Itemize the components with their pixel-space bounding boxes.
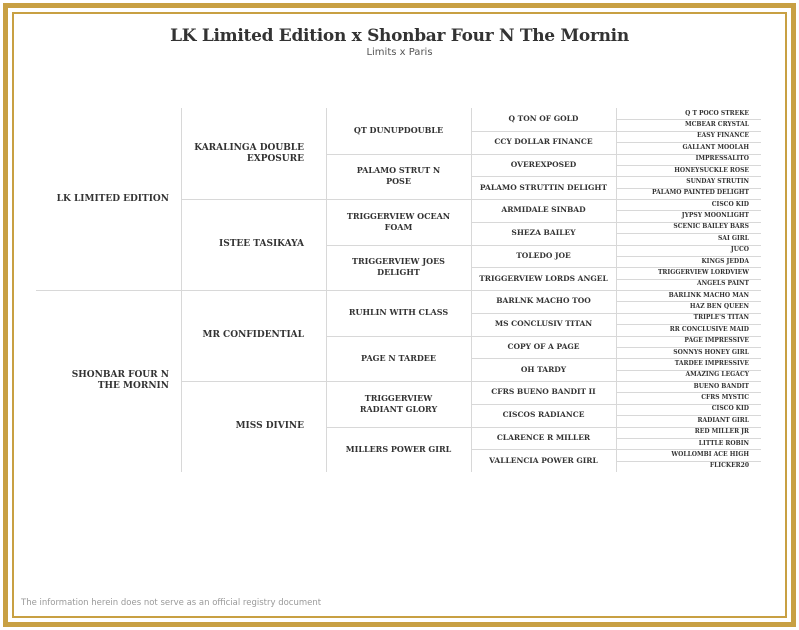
horse-name: MS CONCLUSIV TITAN [494, 319, 593, 329]
horse-name: Q TON OF GOLD [508, 114, 579, 124]
gen5-horse [616, 336, 761, 347]
gen5-horse [616, 199, 761, 210]
gen4-horse [471, 222, 616, 245]
gen4-horse [471, 404, 616, 427]
horse-name: KINGS JEDDA [701, 257, 749, 265]
horse-name: CISCO KID [711, 405, 749, 413]
horse-name: RR CONCLUSIVE MAID [669, 325, 749, 333]
gen5-horse [616, 108, 761, 119]
horse-name: SHONBAR FOUR N THE MORNIN [71, 370, 169, 391]
horse-name: KARALINGA DOUBLE EXPOSURE [194, 142, 304, 164]
gen3-horse [326, 108, 471, 154]
horse-name: ARMIDALE SINBAD [501, 205, 586, 215]
horse-name: HAZ BEN QUEEN [689, 303, 749, 311]
horse-name: TRIPLE'S TITAN [693, 314, 749, 322]
horse-name: WOLLOMBI ACE HIGH [671, 450, 749, 458]
gen1-horse [36, 290, 181, 472]
horse-name: PAGE N TARDEE [361, 352, 436, 363]
horse-name: TRIGGERVIEW LORDVIEW [657, 268, 749, 276]
horse-name: SONNYS HONEY GIRL [673, 348, 749, 356]
gen4-horse [471, 358, 616, 381]
horse-name: ANGELS PAINT [697, 280, 749, 288]
gen5-horse [616, 119, 761, 130]
horse-name: RUHLIN WITH CLASS [348, 307, 449, 318]
gen5-horse [616, 142, 761, 153]
horse-name: LITTLE ROBIN [698, 439, 749, 447]
horse-name: BARLINK MACHO MAN [668, 291, 749, 299]
gen5-horse [616, 347, 761, 358]
horse-name: TRIGGERVIEW OCEAN FOAM [346, 210, 451, 232]
gen5-horse [616, 245, 761, 256]
gen5-horse [616, 176, 761, 187]
gen2-horse [181, 381, 326, 472]
gen5-horse [616, 324, 761, 335]
horse-name: PAGE IMPRESSIVE [684, 337, 749, 345]
gen4-horse [471, 336, 616, 359]
horse-name: GALLANT MOOLAH [682, 143, 749, 151]
horse-name: SHEZA BAILEY [511, 228, 576, 238]
gen5-horse [616, 279, 761, 290]
page-subtitle: Limits x Paris [366, 47, 433, 58]
gen3-horse [326, 154, 471, 200]
gen4-horse [471, 290, 616, 313]
horse-name: CFRS BUENO BANDIT II [491, 387, 596, 397]
horse-name: CFRS MYSTIC [701, 394, 749, 402]
horse-name: HONEYSUCKLE ROSE [674, 166, 749, 174]
horse-name: PALAMO STRUT N POSE [356, 165, 441, 187]
gen4-horse [471, 131, 616, 154]
horse-name: FLICKER20 [709, 462, 749, 470]
horse-name: TRIGGERVIEW JOES DELIGHT [352, 256, 445, 278]
gen5-horse [616, 154, 761, 165]
horse-name: CCY DOLLAR FINANCE [494, 137, 593, 147]
horse-name: TARDEE IMPRESSIVE [674, 359, 749, 367]
horse-name: JUCO [730, 246, 749, 254]
gen5-horse [616, 210, 761, 221]
horse-name: SUNDAY STRUTIN [686, 177, 749, 185]
gen3-horse [326, 245, 471, 291]
horse-name: OVEREXPOSED [510, 159, 577, 169]
horse-name: IMPRESSALITO [695, 155, 749, 163]
gen5-horse [616, 131, 761, 142]
horse-name: QT DUNUPDOUBLE [353, 125, 444, 136]
horse-name: COPY OF A PAGE [507, 341, 580, 351]
gen4-horse [471, 176, 616, 199]
horse-name: VALLENCIA POWER GIRL [489, 455, 598, 465]
horse-name: OH TARDY [520, 364, 567, 374]
gen2-horse [181, 290, 326, 381]
gen3-horse [326, 381, 471, 427]
gen5-horse [616, 427, 761, 438]
horse-name: BARLNK MACHO TOO [496, 296, 591, 306]
gen3-horse [326, 290, 471, 336]
gen4-horse [471, 199, 616, 222]
gen5-horse [616, 233, 761, 244]
horse-name: CLARENCE R MILLER [496, 432, 591, 442]
gen5-horse [616, 188, 761, 199]
gen5-horse [616, 313, 761, 324]
gen5-horse [616, 392, 761, 403]
horse-name: PALAMO PAINTED DELIGHT [652, 189, 749, 197]
gen5-horse [616, 461, 761, 472]
horse-name: RED MILLER JR [694, 428, 749, 436]
horse-name: TOLEDO JOE [516, 250, 571, 260]
gen5-horse [616, 290, 761, 301]
gen5-horse [616, 358, 761, 369]
gen4-horse [471, 313, 616, 336]
horse-name: PALAMO STRUTTIN DELIGHT [479, 182, 608, 192]
horse-name: RADIANT GIRL [697, 416, 749, 424]
horse-name: CISCOS RADIANCE [502, 410, 585, 420]
gen5-horse [616, 415, 761, 426]
horse-name: BUENO BANDIT [693, 382, 749, 390]
horse-name: SAI GIRL [717, 234, 749, 242]
gen5-horse [616, 165, 761, 176]
horse-name: TRIGGERVIEW LORDS ANGEL [479, 273, 608, 283]
gen4-horse [471, 427, 616, 450]
horse-name: MR CONFIDENTIAL [202, 330, 304, 340]
horse-name: MCBEAR CRYSTAL [685, 121, 749, 129]
gen2-horse [181, 199, 326, 290]
gen3-horse [326, 199, 471, 245]
gen5-horse [616, 404, 761, 415]
gen1-horse [36, 108, 181, 290]
gen4-horse [471, 245, 616, 268]
gen3-horse [326, 336, 471, 382]
horse-name: AMAZING LEGACY [685, 371, 749, 379]
gen4-horse [471, 267, 616, 290]
gen5-horse [616, 449, 761, 460]
horse-name: SCENIC BAILEY BARS [673, 223, 749, 231]
gen5-horse [616, 381, 761, 392]
gen4-horse [471, 449, 616, 472]
horse-name: EASY FINANCE [697, 132, 749, 140]
horse-name: MILLERS POWER GIRL [345, 443, 452, 454]
horse-name: MISS DIVINE [235, 421, 304, 431]
gen5-horse [616, 267, 761, 278]
horse-name: TRIGGERVIEW RADIANT GLORY [359, 392, 438, 414]
gen5-horse [616, 301, 761, 312]
gen5-horse [616, 370, 761, 381]
gen4-horse [471, 381, 616, 404]
horse-name: ISTEE TASIKAYA [219, 239, 304, 249]
gen3-horse [326, 427, 471, 473]
page-title: LK Limited Edition x Shonbar Four N The Mornin [170, 26, 629, 46]
disclaimer-footer: The information herein does not serve as an official registry document [21, 598, 322, 608]
horse-name: CISCO KID [711, 200, 749, 208]
horse-name: LK LIMITED EDITION [56, 193, 169, 204]
horse-name: Q T POCO STREKE [685, 109, 749, 117]
gen2-horse [181, 108, 326, 199]
gen5-horse [616, 256, 761, 267]
gen4-horse [471, 108, 616, 131]
gen4-horse [471, 154, 616, 177]
horse-name: JYPSY MOONLIGHT [681, 212, 749, 220]
gen5-horse [616, 438, 761, 449]
gen5-horse [616, 222, 761, 233]
